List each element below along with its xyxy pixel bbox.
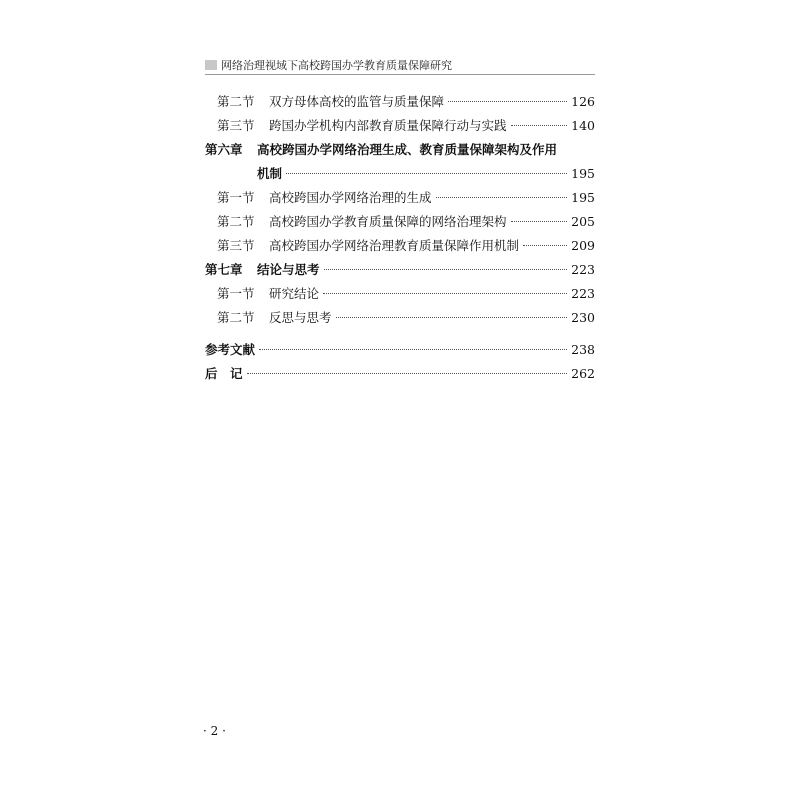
toc-entry-page: 195 (571, 190, 595, 205)
toc-dot-leader (523, 245, 567, 246)
toc-entry-label (217, 114, 507, 138)
toc-entry-continuation[interactable] (205, 162, 595, 186)
toc-entry-page: 223 (571, 262, 595, 277)
toc-entry-label (257, 162, 282, 186)
toc-entry-title: 双方母体高校的监管与质量保障 (269, 94, 445, 109)
toc-dot-leader (511, 221, 568, 222)
toc-dot-leader (511, 125, 568, 126)
page-number: · 2 · (203, 724, 226, 738)
toc-dot-leader (286, 173, 567, 174)
toc-section-entry[interactable] (205, 186, 595, 210)
toc-entry-label (205, 138, 557, 162)
toc-entry-title: 跨国办学机构内部教育质量保障行动与实践 (269, 118, 507, 133)
toc-entry-page: 205 (571, 214, 595, 229)
toc-entry-number: 第三节 (217, 118, 255, 133)
toc-entry-label (217, 234, 519, 258)
toc-entry-page: 195 (571, 166, 595, 181)
toc-dot-leader (323, 293, 567, 294)
toc-entry-number: 第六章 (205, 142, 243, 157)
toc-dot-leader (336, 317, 568, 318)
toc-entry-page: 238 (571, 342, 595, 357)
toc-chapter-entry[interactable] (205, 138, 595, 162)
toc-entry-title: 机制 (257, 166, 283, 181)
toc-entry-page: 223 (571, 286, 595, 301)
toc-section-entry[interactable] (205, 282, 595, 306)
toc-entry-title: 结论与思考 (257, 262, 320, 277)
toc-entry-page: 209 (571, 238, 595, 253)
toc-section-entry[interactable] (205, 306, 595, 330)
header-marker-icon (205, 60, 217, 70)
toc-entry-number: 第二节 (217, 214, 255, 229)
toc-entry-number: 第七章 (205, 262, 243, 277)
toc-entry-title: 反思与思考 (269, 310, 332, 325)
toc-dot-leader (247, 373, 568, 374)
toc-entry-title: 参考文献 (205, 342, 256, 357)
toc-entry-label (217, 186, 432, 210)
toc-section-entry[interactable] (205, 210, 595, 234)
toc-entry-number: 第一节 (217, 190, 255, 205)
toc-entry-title: 高校跨国办学网络治理的生成 (269, 190, 432, 205)
toc-entry-title: 高校跨国办学网络治理教育质量保障作用机制 (269, 238, 520, 253)
toc-entry-label (205, 258, 320, 282)
toc-section-entry[interactable] (205, 114, 595, 138)
toc-section-entry[interactable] (205, 90, 595, 114)
toc-entry-number: 第二节 (217, 94, 255, 109)
toc-entry-number: 第一节 (217, 286, 255, 301)
toc-entry-label (217, 306, 332, 330)
toc-chapter-entry[interactable] (205, 258, 595, 282)
toc-entry-number: 第三节 (217, 238, 255, 253)
toc-entry-number: 第二节 (217, 310, 255, 325)
header-rule (205, 74, 595, 75)
toc-section-entry[interactable] (205, 234, 595, 258)
toc-dot-leader (324, 269, 568, 270)
toc-entry-page: 126 (571, 94, 595, 109)
toc-entry-page: 230 (571, 310, 595, 325)
toc-dot-leader (259, 349, 567, 350)
toc-entry-title: 后 记 (205, 366, 243, 381)
toc-dot-leader (436, 197, 568, 198)
toc-entry-label (217, 282, 319, 306)
table-of-contents (205, 90, 595, 386)
toc-dot-leader (448, 101, 567, 102)
running-header-title: 网络治理视域下高校跨国办学教育质量保障研究 (221, 59, 452, 72)
toc-entry-page: 140 (571, 118, 595, 133)
toc-back-matter-entry[interactable] (205, 362, 595, 386)
toc-entry-title: 高校跨国办学教育质量保障的网络治理架构 (269, 214, 507, 229)
toc-back-matter-entry[interactable] (205, 338, 595, 362)
toc-entry-label (205, 362, 243, 386)
running-header (205, 57, 452, 73)
toc-entry-title: 高校跨国办学网络治理生成、教育质量保障架构及作用 (257, 142, 558, 157)
toc-gap (205, 330, 595, 338)
toc-entry-page: 262 (571, 366, 595, 381)
toc-entry-label (217, 210, 507, 234)
toc-entry-title: 研究结论 (269, 286, 320, 301)
toc-entry-label (217, 90, 444, 114)
toc-entry-label (205, 338, 255, 362)
